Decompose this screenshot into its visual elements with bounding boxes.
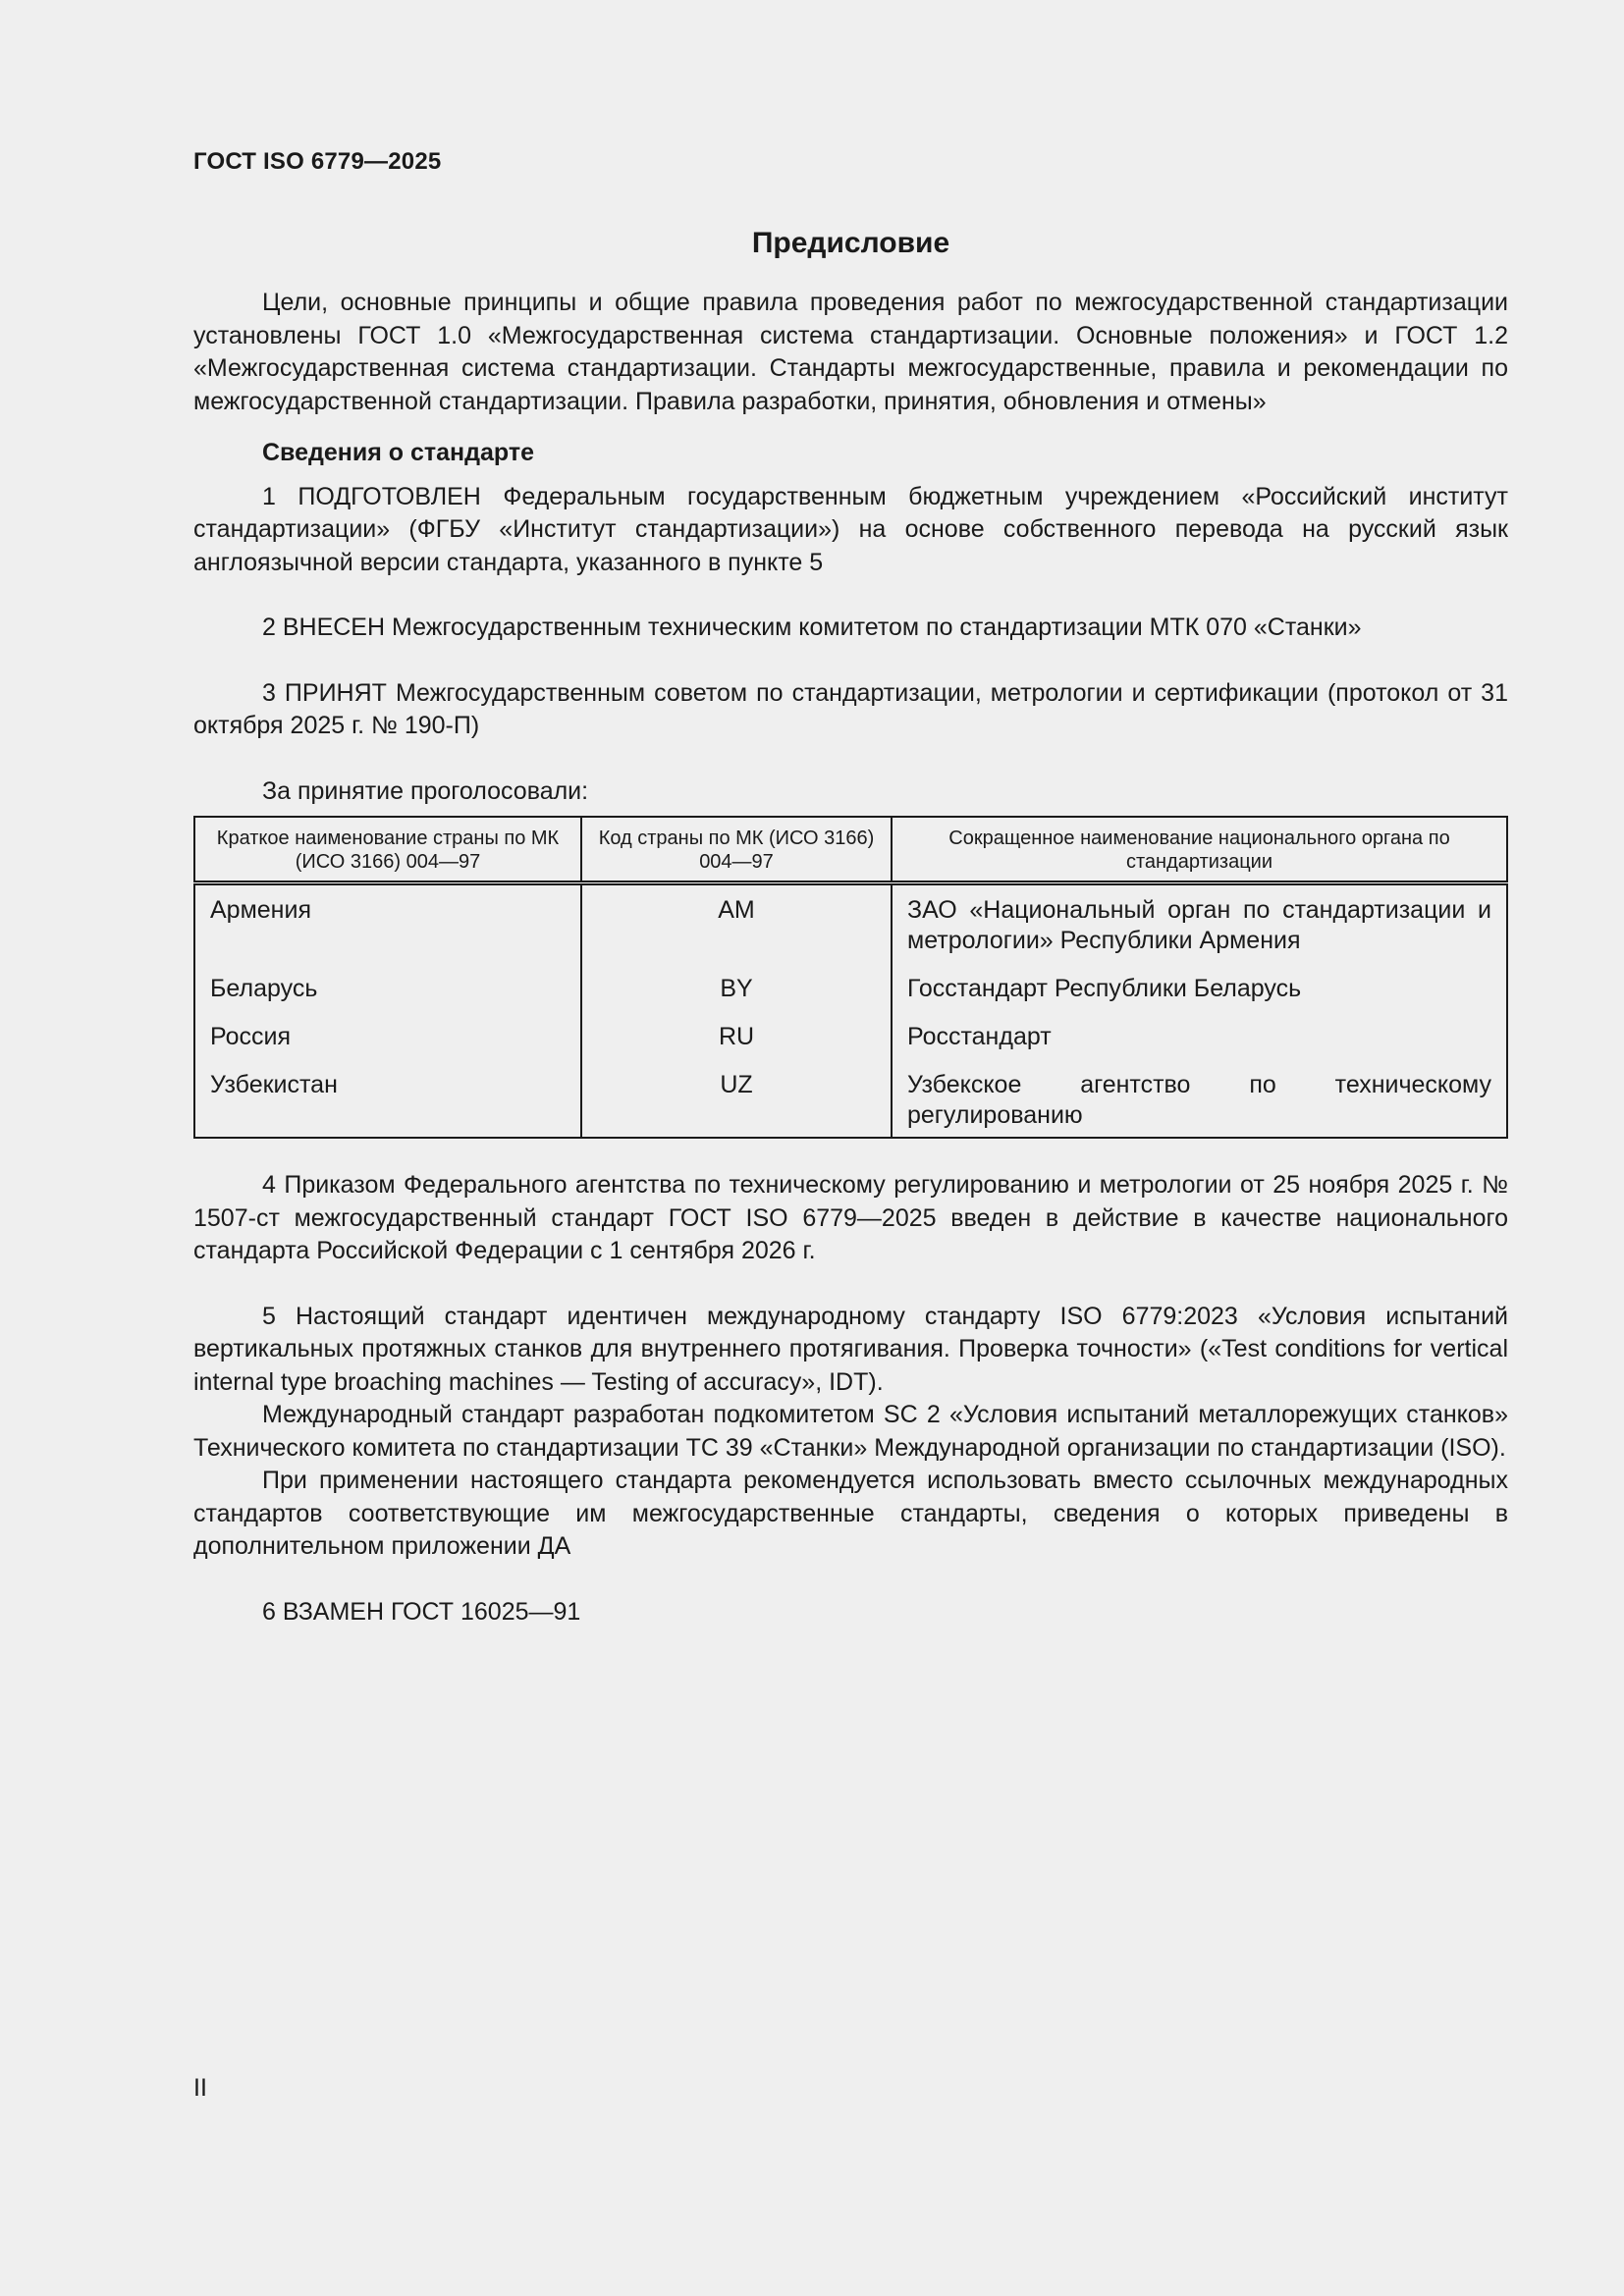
country-code-cell: UZ xyxy=(581,1065,892,1138)
document-id-header: ГОСТ ISO 6779—2025 xyxy=(193,148,442,175)
section-heading: Сведения о стандарте xyxy=(262,439,535,466)
paragraph-item-6: 6 ВЗАМЕН ГОСТ 16025—91 xyxy=(262,1597,581,1626)
table-header-cell: Сокращенное наименование национального органа по стандартизации xyxy=(892,817,1507,883)
intro-paragraph: Цели, основные принципы и общие правила проведения работ по межгосударственной стандартизации установлены ГОСТ 1.0 «Межгосударственная система стандартизации. Основные положения» и ГОСТ 1.2 «Межгосударственная система стандартизации. Стандарты межгосударственные, правила и рекомендации по межгосударственной стандартизации. Правила разработки, принятия, обновления и отмены» xyxy=(193,289,1508,415)
paragraph-item-5-part-2: Международный стандарт разработан подкомитетом SC 2 «Условия испытаний металлорежущих станков» Технического комитета по стандартизации ТС 39 «Станки» Международной организации по стандартизации (ISO). xyxy=(193,1401,1508,1462)
standards-body-cell: Госстандарт Республики Беларусь xyxy=(892,969,1507,1017)
country-cell: Россия xyxy=(210,1023,291,1050)
paragraph-item-4: 4 Приказом Федерального агентства по техническому регулированию и метрологии от 25 ноября 2025 г. № 1507-ст межгосударственный стандарт ГОСТ ISO 6779—2025 введен в действие в качестве национального стандарта Российской Федерации с 1 сентября 2026 г. xyxy=(193,1171,1508,1264)
paragraph-item-3: 3 ПРИНЯТ Межгосударственным советом по стандартизации, метрологии и сертификации (протокол от 31 октября 2025 г. № 190-П) xyxy=(193,678,1508,739)
paragraph-item-5-part-3: При применении настоящего стандарта рекомендуется использовать вместо ссылочных международных стандартов соответствующие им межгосударственные стандарты, сведения о которых приведены в дополнительном приложении ДА xyxy=(193,1467,1508,1560)
table-header-cell: Код страны по МК (ИСО 3166) 004—97 xyxy=(581,817,892,883)
standards-body-cell: ЗАО «Национальный орган по стандартизации и метрологии» Республики Армения xyxy=(892,883,1507,970)
paragraph-item-2: 2 ВНЕСЕН Межгосударственным техническим комитетом по стандартизации МТК 070 «Станки» xyxy=(262,614,1362,641)
table-row xyxy=(194,1017,1507,1065)
country-code-cell: RU xyxy=(581,1017,892,1065)
table-row xyxy=(194,883,1507,970)
table-row xyxy=(194,1065,1507,1138)
page-content xyxy=(193,222,1508,1629)
country-cell: Узбекистан xyxy=(210,1071,338,1098)
country-cell: Армения xyxy=(210,896,311,924)
table-header-cell: Краткое наименование страны по МК (ИСО 3166) 004—97 xyxy=(194,817,581,883)
country-code-cell: BY xyxy=(581,969,892,1017)
table-header-row xyxy=(194,817,1507,883)
table-row xyxy=(194,969,1507,1017)
paragraph-item-1: 1 ПОДГОТОВЛЕН Федеральным государственным бюджетным учреждением «Российский институт стандартизации» (ФГБУ «Институт стандартизации») на основе собственного перевода на русский язык англоязычной версии стандарта, указанного в пункте 5 xyxy=(193,482,1508,576)
page-number: II xyxy=(193,2074,207,2102)
standards-body-cell: Росстандарт xyxy=(892,1017,1507,1065)
page-title: Предисловие xyxy=(751,227,950,259)
country-cell: Беларусь xyxy=(210,975,318,1002)
voted-label: За принятие проголосовали: xyxy=(262,776,589,805)
standards-body-cell: Узбекское агентство по техническому регулированию xyxy=(892,1065,1507,1138)
voting-table xyxy=(193,816,1508,1139)
country-code-cell: AM xyxy=(581,883,892,970)
paragraph-item-5: 5 Настоящий стандарт идентичен международному стандарту ISO 6779:2023 «Условия испытаний вертикальных протяжных станков для внутреннего протягивания. Проверка точности» («Test conditions for vertical internal type broaching machines — Testing of accuracy», IDT). xyxy=(193,1302,1508,1396)
